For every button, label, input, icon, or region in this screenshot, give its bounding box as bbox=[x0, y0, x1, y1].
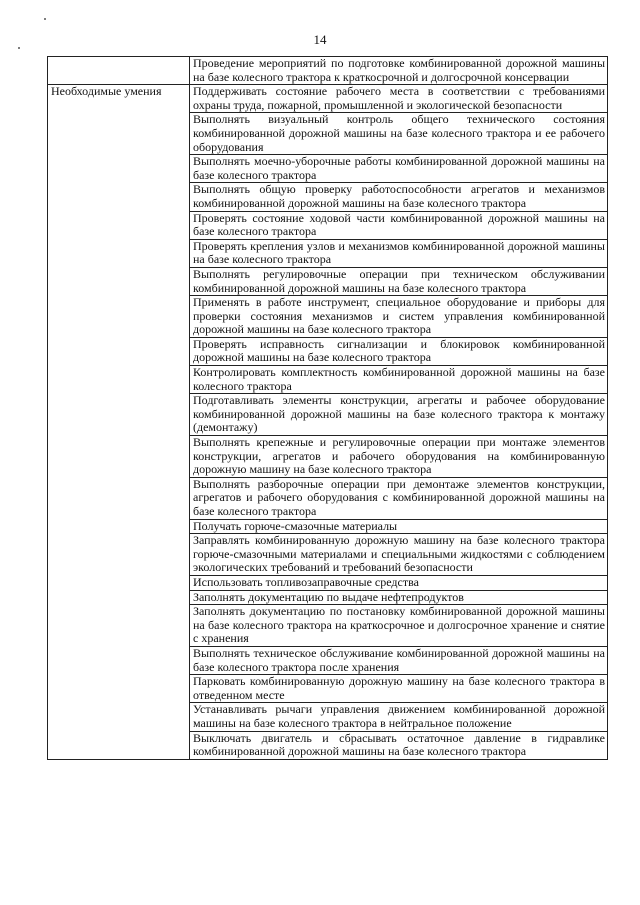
skill-cell: Выполнять техническое обслуживание комбинированной дорожной машины на базе колесного трактора после хранения bbox=[190, 646, 608, 674]
section-label: Необходимые умения bbox=[48, 85, 190, 760]
skill-cell: Подготавливать элементы конструкции, агрегаты и рабочее оборудование комбинированной дорожной машины на базе колесного трактора к монтажу (демонтажу) bbox=[190, 394, 608, 436]
skill-cell: Выполнять общую проверку работоспособности агрегатов и механизмов комбинированной дорожной машины на базе колесного трактора bbox=[190, 183, 608, 211]
skill-cell: Поддерживать состояние рабочего места в соответствии с требованиями охраны труда, пожарной, промышленной и экологической безопасности bbox=[190, 85, 608, 113]
skill-cell: Устанавливать рычаги управления движением комбинированной дорожной машины на базе колесного трактора в нейтральное положение bbox=[190, 703, 608, 731]
skill-cell: Выключать двигатель и сбрасывать остаточное давление в гидравлике комбинированной дорожной машины на базе колесного трактора bbox=[190, 731, 608, 759]
skill-cell: Проверять крепления узлов и механизмов комбинированной дорожной машины на базе колесного трактора bbox=[190, 239, 608, 267]
empty-label-cell bbox=[48, 57, 190, 85]
skill-cell: Заполнять документацию по постановку комбинированной дорожной машины на базе колесного трактора на краткосрочное и долгосрочное хранение и снятие с хранения bbox=[190, 605, 608, 647]
skill-cell: Выполнять регулировочные операции при техническом обслуживании комбинированной дорожной машины на базе колесного трактора bbox=[190, 267, 608, 295]
skill-cell: Использовать топливозаправочные средства bbox=[190, 575, 608, 590]
skill-cell: Заполнять документацию по выдаче нефтепродуктов bbox=[190, 590, 608, 605]
skill-cell: Выполнять разборочные операции при демонтаже элементов конструкции, агрегатов и рабочего оборудования с комбинированной дорожной машины на базе колесного трактора bbox=[190, 477, 608, 519]
requirements-table bbox=[47, 56, 608, 760]
skill-cell: Получать горюче-смазочные материалы bbox=[190, 519, 608, 534]
scan-speck bbox=[44, 18, 46, 20]
table-row bbox=[48, 85, 608, 113]
skill-cell: Заправлять комбинированную дорожную машину на базе колесного трактора горюче-смазочными материалами и специальными жидкостями с соблюдением экологических требований и требований безопасности bbox=[190, 534, 608, 576]
skill-cell: Проверять исправность сигнализации и блокировок комбинированной дорожной машины на базе колесного трактора bbox=[190, 337, 608, 365]
table-row bbox=[48, 57, 608, 85]
page-number: 14 bbox=[313, 32, 327, 47]
skill-cell: Контролировать комплектность комбинированной дорожной машины на базе колесного трактора bbox=[190, 366, 608, 394]
skill-cell: Выполнять крепежные и регулировочные операции при монтаже элементов конструкции, агрегатов и рабочего оборудования на комбинированную дорожную машину на базе колесного трактора bbox=[190, 436, 608, 478]
skill-cell: Выполнять моечно-уборочные работы комбинированной дорожной машины на базе колесного трактора bbox=[190, 155, 608, 183]
skill-cell: Проверять состояние ходовой части комбинированной дорожной машины на базе колесного трактора bbox=[190, 211, 608, 239]
table-cell: Проведение мероприятий по подготовке комбинированной дорожной машины на базе колесного трактора к краткосрочной и долгосрочной консервации bbox=[190, 57, 608, 85]
skill-cell: Парковать комбинированную дорожную машину на базе колесного трактора в отведенном месте bbox=[190, 675, 608, 703]
skill-cell: Применять в работе инструмент, специальное оборудование и приборы для проверки состояния механизмов и систем управления комбинированной дорожной машины на базе колесного трактора bbox=[190, 296, 608, 338]
requirements-table-body bbox=[48, 57, 608, 760]
skill-cell: Выполнять визуальный контроль общего технического состояния комбинированной дорожной машины на базе колесного трактора и ее рабочего оборудования bbox=[190, 113, 608, 155]
